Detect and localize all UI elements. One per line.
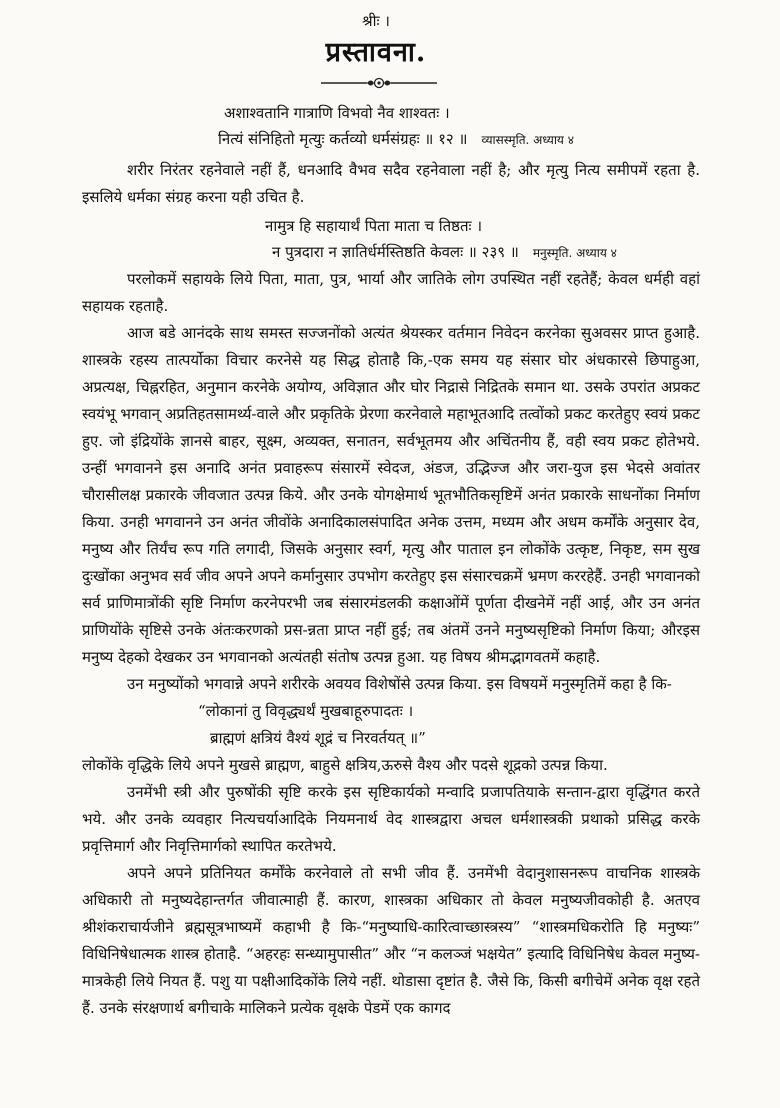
verse-line bbox=[82, 126, 700, 153]
verse-source: व्यासस्मृति. अध्याय ४ bbox=[481, 133, 574, 147]
verse-manu-smriti bbox=[82, 213, 700, 266]
quote-line: ब्राह्मणं क्षत्रियं वैश्यं शूद्रं च निरवर्तयत् ॥” bbox=[210, 729, 426, 747]
verse-source: मनुस्मृति. अध्याय ४ bbox=[532, 246, 617, 260]
ornament-divider-icon bbox=[319, 76, 439, 90]
verse-text: न पुत्रदारा न ज्ञातिर्धर्मस्तिष्ठति केवलः ॥ २३९ ॥ bbox=[272, 243, 519, 261]
paragraph: अपने अपने प्रतिनियत कर्मोंके करनेवाले तो सभी जीव हैं. उनमेंभी वेदानुशासनरूप वाचनिक शास्त्रके अधिकारी तो मनुष्यदेहान्तर्गत जीवात्माही हैं. कारण, शास्त्रका अधिकार तो केवल मनुष्यजीवकोही है. अतएव श्रीशंकराचार्यजीने ब्रह्मसूत्रभाष्यमें कहाभी है कि-“मनुष्याधि-कारित्वाच्छास्त्रस्य” “शास्त्रमधिकरोति हि मनुष्यः” विधिनिषेधात्मक शास्त्र होताहै. “अहरहः सन्ध्यामुपासीत” और “न कलञ्जं भक्षयेत” इत्यादि विधिनिषेध केवल मनुष्य-मात्रकेही लिये नियत हैं. पशु या पक्षीआदिकोंके लिये नहीं. थोडासा दृष्टांत है. जैसे कि, किसी बगीचेमें अनेक वृक्ष रहते हैं. उनके संरक्षणार्थ बगीचाके मालिकने प्रत्येक वृक्षके पेडमें एक कागद bbox=[82, 864, 700, 1017]
verse-line: अशाश्वतानि गात्राणि विभवो नैव शाश्वतः । bbox=[224, 104, 450, 122]
verse-vyasa-smriti bbox=[82, 100, 700, 153]
shri-heading: श्रीः । bbox=[362, 12, 390, 30]
paragraph: शरीर निरंतर रहनेवाले नहीं हैं, धनआदि वैभव सदैव रहनेवाला नहीं है; और मृत्यु नित्य समीपमें रहता है. इसलिये धर्मका संग्रह करना यही उचित है. bbox=[82, 161, 700, 206]
paragraph: उन मनुष्योंको भगवान्ने अपने शरीरके अवयव विशेषोंसे उत्पन्न किया. इस विषयमें मनुस्मृतिमें कहा है कि- bbox=[127, 675, 672, 693]
paragraph: आज बडे आनंदके साथ समस्त सज्जनोंको अत्यंत श्रेयस्कर वर्तमान निवेदन करनेका सुअवसर प्राप्त हुआहै. शास्त्रके रहस्य तात्पर्योका विचार करनेसे यह सिद्ध होताहै कि,-एक समय यह संसार घोर अंधकारसे छिपाहुआ, अप्रत्यक्ष, चिह्नरहित, अनुमान करनेके अयोग्य, अविज्ञात और घोर निद्रासे निद्रितके समान था. उसके उपरांत अप्रकट स्वयंभू भगवान् अप्रतिहतसामर्थ्य-वाले और प्रकृतिके प्रेरणा करनेवाले महाभूतआदि तत्वोंको प्रकट करतेहुए स्वयं प्रकट हुए. जो इंद्रियोंके ज्ञानसे बाहर, सूक्ष्म, अव्यक्त, सनातन, सर्वभूतमय और अचिंतनीय हैं, वही स्वय प्रकट होतेभये. उन्हीं भगवानने इस अनादि अनंत प्रवाहरूप संसारमें स्वेदज, अंडज, उद्भिज्ज और जरा-युज इस भेदसे अवांतर चौरासीलक्ष प्रकारके जीवजात उत्पन्न किये. और उनके योगक्षेमार्थ भूतभौतिकसृष्टिमें अनंत प्रकारके साधनोंका निर्माण किया. उनही भगवानने उन अनंत जीवोंके अनादिकालसंपादित अनेक उत्तम, मध्यम और अधम कर्मोंके अनुसार देव, मनुष्य और तिर्यंच रूप गति लगादी, जिसके अनुसार स्वर्ग, मृत्यु और पाताल इन लोकोंके उत्कृष्ट, निकृष्ट, सम सुख दुःखोंका अनुभव सर्व जीव अपने अपने कर्मानुसार उपभोग करतेहुए इस संसारचक्रमें भ्रमण कररहेहैं. उनही भगवानको सर्व प्राणिमात्रोंकी सृष्टि निर्माण करनेपरभी जब संसारमंडलकी कक्षाओंमें पूर्णता दीखनेमें नहीं आई, और उन अनंत प्राणियोंके सृष्टिसे उनके अंतःकरणको प्रस-न्नता प्राप्त नहीं हुई; तब अंतमें उनने मनुष्यसृष्टिको निर्माण किया; औरइस मनुष्य देहको देखकर उन भगवानको अत्यंतही संतोष उत्पन्न हुआ. यह विषय श्रीमद्भागवतमें कहाहै. bbox=[82, 324, 700, 666]
paragraph: उनमेंभी स्त्री और पुरुषोंकी सृष्टि करके इस सृष्टिकार्यको मन्वादि प्रजापतियाके सन्तान-द्वारा वृद्धिंगत करते भये. और उनके व्यवहार नित्यचर्याआदिके नियमनार्थ वेद शास्त्रद्वारा अचल धर्मशास्त्रकी प्रथाको प्रसिद्ध करके प्रवृत्तिमार्ग और निवृत्तिमार्गको स्थापित करतेभये. bbox=[82, 783, 700, 855]
page-title: प्रस्तावना. bbox=[325, 37, 427, 68]
quote-line: “लोकानां तु विवृद्ध्यर्थं मुखबाहूरुपादतः । bbox=[198, 702, 414, 720]
verse-line: नामुत्र हि सहायार्थं पिता माता च तिष्ठतः । bbox=[265, 217, 483, 235]
verse-text: नित्यं संनिहितो मृत्युः कर्तव्यो धर्मसंग्रहः ॥ १२ ॥ bbox=[218, 130, 468, 148]
quote-manu bbox=[82, 698, 700, 752]
verse-line bbox=[82, 239, 700, 266]
paragraph: लोकोंके वृद्धिके लिये अपने मुखसे ब्राह्मण, बाहुसे क्षत्रिय,ऊरुसे वैश्य और पदसे शूद्रको उत्पन्न किया. bbox=[82, 756, 608, 774]
paragraph: परलोकमें सहायके लिये पिता, माता, पुत्र, भार्या और जातिके लोग उपस्थित नहीं रहतेहैं; केवल धर्मही वहां सहायक रहताहै. bbox=[82, 270, 700, 315]
